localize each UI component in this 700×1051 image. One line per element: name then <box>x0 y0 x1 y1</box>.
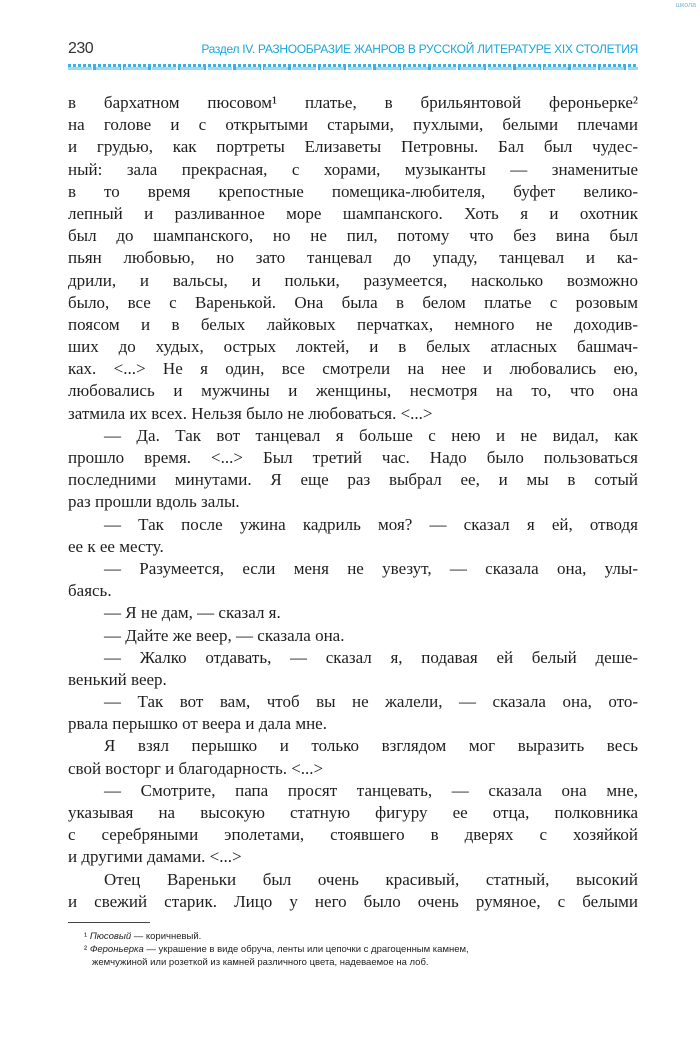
footnote-term: Фероньерка <box>89 944 144 955</box>
page-number: 230 <box>68 40 94 57</box>
text-line: — Разумеется, если меня не увезут, — сказала она, улы- <box>104 558 638 578</box>
text-line: ках. <...> Не я один, все смотрели на нее и любовались ею, <box>68 359 638 379</box>
footnote-line <box>68 956 638 969</box>
text-line: затмила их всех. Нельзя было не любоваться. <...> <box>68 403 433 423</box>
text-line: в бархатном пюсовом¹ платье, в брильянтовой фероньерке² <box>68 93 638 112</box>
text-line: с серебряными эполетами, стоявшего в дверях с хозяйкой <box>68 825 638 845</box>
text-line: свой восторг и благодарность. <...> <box>68 758 324 778</box>
text-line: Отец Вареньки был очень красивый, статный, высокий <box>104 869 638 889</box>
text-line: — Смотрите, папа просят танцевать, — сказала она мне, <box>104 780 638 800</box>
text-line: Я взял перышко и только взглядом мог выразить весь <box>104 736 638 756</box>
text-line: — Дайте же веер, — сказала она. <box>104 625 345 645</box>
text-line: и свежий старик. Лицо у него было очень румяное, с белыми <box>68 891 638 911</box>
footnote-mark: ² <box>84 944 90 955</box>
footnote-term: Пюсовый <box>89 931 132 942</box>
footnote-line <box>68 930 638 943</box>
text-line: рвала перышко от веера и дала мне. <box>68 714 327 734</box>
footnote-text: — коричневый. <box>131 931 202 942</box>
text-line: — Так после ужина кадриль моя? — сказал я ей, отводя <box>104 514 638 534</box>
text-line: было, все с Варенькой. Она была в белом платье с розовым <box>68 292 638 312</box>
footnotes <box>68 930 638 969</box>
text-line: и грудью, как портреты Елизаветы Петровны. Бал был чудес- <box>68 137 638 157</box>
text-line: и другими дамами. <...> <box>68 847 242 867</box>
text-line: на голове и с открытыми старыми, пухлыми, белыми плечами <box>68 115 638 135</box>
text-line: указывая на высокую статную фигуру ее отца, полковника <box>68 803 638 822</box>
corner-watermark: школа <box>675 2 696 9</box>
footnote-divider <box>68 922 150 923</box>
text-line: ее к ее месту. <box>68 536 164 556</box>
footnote-line <box>68 943 638 956</box>
header-decorative-rule <box>68 64 638 70</box>
text-line: поясом и в белых лайковых перчатках, немного не доходив- <box>68 314 638 334</box>
text-line: — Так вот вам, чтоб вы не жалели, — сказала она, ото- <box>104 692 638 712</box>
text-line: был до шампанского, но не пил, потому что без вина был <box>68 226 638 246</box>
text-line: в то время крепостные помещика-любителя, буфет велико- <box>68 181 638 201</box>
text-line: — Жалко отдавать, — сказал я, подавая ей белый деше- <box>104 647 638 667</box>
footnote-text: — украшение в виде обруча, ленты или цепочки с драгоценным камнем, <box>143 944 469 955</box>
footnote-mark: ¹ <box>84 931 90 942</box>
text-line: любовались и мужчины и женщины, несмотря на то, что она <box>68 381 638 401</box>
text-line: ших до худых, острых локтей, и в белых атласных башмач- <box>68 337 638 357</box>
text-line: баясь. <box>68 581 112 601</box>
text-line: — Да. Так вот танцевал я больше с нею и не видал, как <box>104 425 638 445</box>
text-line: дрили, и вальсы, и польки, разумеется, насколько возможно <box>68 270 638 290</box>
footnote-text: жемчужиной или розеткой из камней различного цвета, надеваемое на лоб. <box>92 957 429 968</box>
text-line: лепный и разливанное море шампанского. Хоть я и охотник <box>68 203 638 223</box>
text-line: — Я не дам, — сказал я. <box>104 603 281 623</box>
text-line: пьян любовью, но зато танцевал до упаду, танцевал и ка- <box>68 248 638 268</box>
main-text <box>68 92 638 913</box>
text-line: прошло время. <...> Был третий час. Надо было пользоваться <box>68 448 638 467</box>
text-line: раз прошли вдоль залы. <box>68 492 240 512</box>
text-line: последними минутами. Я еще раз выбрал ее, и мы в сотый <box>68 470 638 490</box>
text-line: венький веер. <box>68 669 167 689</box>
running-head: Раздел IV. РАЗНООБРАЗИЕ ЖАНРОВ В РУССКОЙ ЛИТЕРАТУРЕ XIX СТОЛЕТИЯ <box>201 42 638 56</box>
page-header <box>68 40 638 60</box>
text-line: ный: зала прекрасная, с хорами, музыканты — знаменитые <box>68 159 638 179</box>
